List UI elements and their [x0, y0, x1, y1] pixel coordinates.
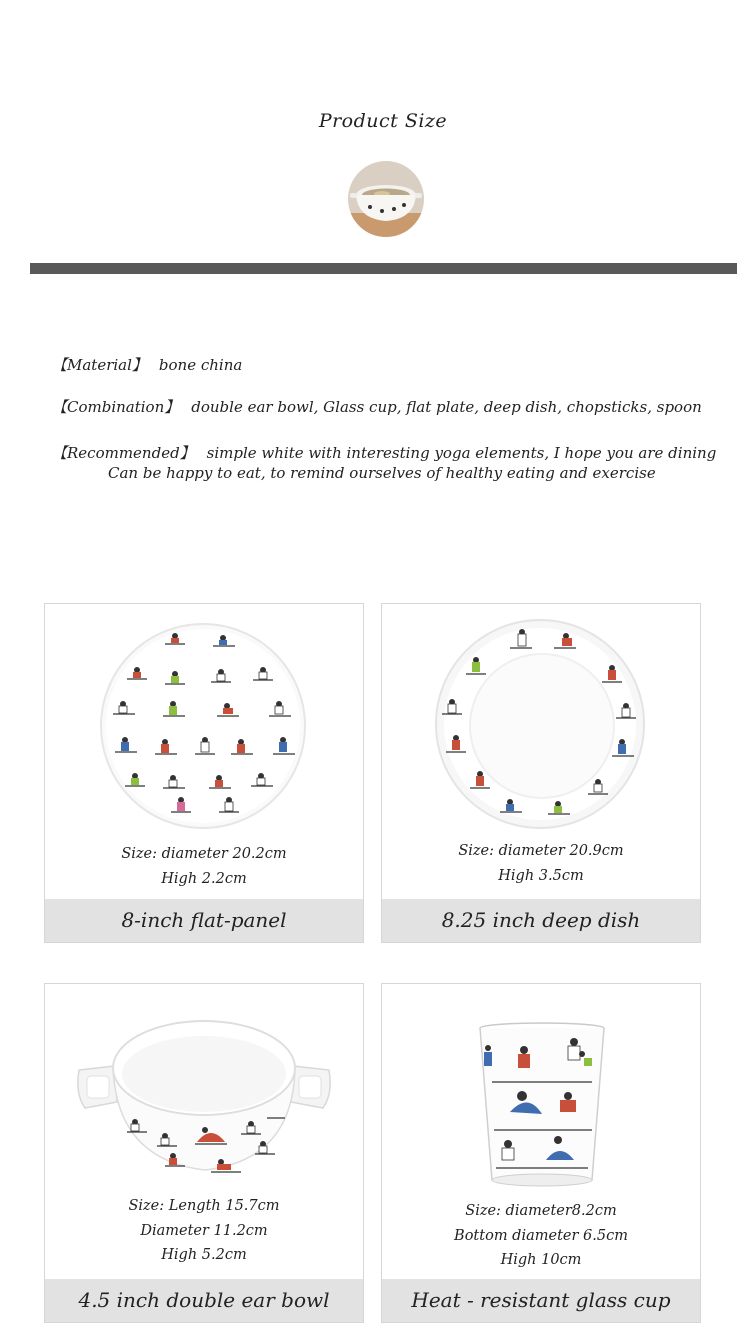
product-caption: Heat - resistant glass cup	[382, 1279, 700, 1322]
spec-recommended-value: simple white with interesting yoga elements, I hope you are dining	[206, 444, 717, 462]
spec-material-value: bone china	[158, 356, 243, 374]
product-size-text	[45, 1194, 363, 1268]
spec-combination-key: 【Combination】	[52, 398, 180, 416]
double-ear-bowl-icon	[45, 984, 363, 1194]
deep-dish-icon	[382, 604, 700, 854]
size-line: High 5.2cm	[161, 1247, 247, 1263]
glass-cup-icon	[382, 984, 700, 1199]
page-title: Product Size	[318, 110, 448, 132]
spec-recommended	[52, 442, 716, 463]
product-card-flat-plate	[44, 603, 364, 943]
size-line: Diameter 11.2cm	[140, 1222, 268, 1239]
product-size-text	[382, 839, 700, 888]
size-line: High 10cm	[500, 1252, 582, 1268]
product-caption: 8-inch flat-panel	[45, 899, 363, 942]
flat-plate-icon	[45, 604, 363, 854]
spec-recommended-key: 【Recommended】	[52, 444, 195, 462]
size-line: Size: diameter8.2cm	[465, 1203, 617, 1219]
spec-combination-value: double ear bowl, Glass cup, flat plate, deep dish, chopsticks, spoon	[191, 398, 702, 416]
size-line: High 3.5cm	[498, 867, 584, 884]
product-card-deep-dish	[381, 603, 701, 943]
size-line: Size: Length 15.7cm	[128, 1198, 280, 1214]
spec-recommended-line2: Can be happy to eat, to remind ourselves of healthy eating and exercise	[108, 464, 656, 482]
section-divider	[30, 263, 737, 274]
size-line: Bottom diameter 6.5cm	[454, 1227, 628, 1244]
product-caption: 8.25 inch deep dish	[382, 899, 700, 942]
product-size-text	[382, 1199, 700, 1273]
product-caption: 4.5 inch double ear bowl	[45, 1279, 363, 1322]
product-size-text	[45, 842, 363, 891]
product-card-double-ear-bowl	[44, 983, 364, 1323]
spec-material	[52, 354, 242, 375]
size-line: Size: diameter 20.9cm	[458, 843, 624, 859]
bowl-photo-icon	[348, 161, 424, 237]
spec-combination	[52, 396, 702, 417]
product-card-glass-cup	[381, 983, 701, 1323]
size-line: High 2.2cm	[161, 870, 247, 887]
size-line: Size: diameter 20.2cm	[121, 846, 287, 862]
spec-material-key: 【Material】	[52, 356, 147, 374]
